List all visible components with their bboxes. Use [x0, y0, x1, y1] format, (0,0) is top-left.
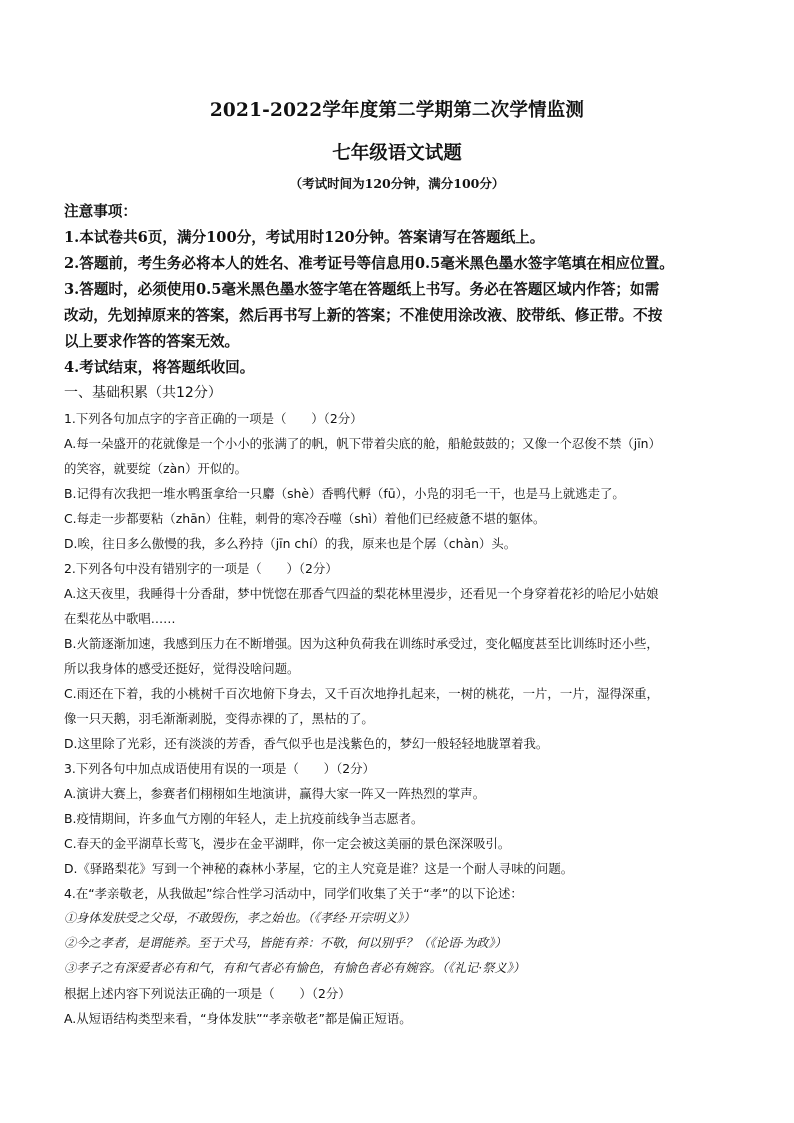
- question-4-sub-stem: 根据上述内容下列说法正确的一项是（ ）（2分）: [64, 986, 351, 1001]
- question-2-option: 在梨花丛中歌唱……: [64, 611, 176, 626]
- question-2-option: C.雨还在下着，我的小桃树千百次地俯下身去，又千百次地挣扎起来，一树的桃花，一片，一片，湿得深重，: [64, 686, 659, 701]
- question-4-option: A.从短语结构类型来看，“身体发肤”“孝亲敬老”都是偏正短语。: [64, 1011, 412, 1026]
- exam-time-info: （考试时间为120分钟，满分100分）: [289, 176, 505, 191]
- notes-line: 3.答题时，必须使用0.5毫米黑色墨水签字笔在答题纸上书写。务必在答题区域内作答；如需: [64, 281, 660, 298]
- notes-line: 2.答题前，考生务必将本人的姓名、准考证号等信息用0.5毫米黑色墨水签字笔填在相应位置。: [64, 255, 674, 272]
- notes-line: 以上要求作答的答案无效。: [64, 333, 240, 350]
- question-1-option: D.唉，往日多么傲慢的我，多么矜持（jīn chí）的我，原来也是个孱（chàn）头。: [64, 536, 517, 551]
- question-2-option: D.这里除了光彩，还有淡淡的芳香，香气似乎也是浅紫色的，梦幻一般轻轻地胧罩着我。: [64, 736, 549, 751]
- question-2-option: 像一只天鹅，羽毛渐渐剥脱，变得赤裸的了，黑枯的了。: [64, 711, 374, 726]
- notes-line: 改动，先划掉原来的答案，然后再书写上新的答案；不准使用涂改液、胶带纸、修正带。不按: [64, 307, 663, 324]
- question-2-option: B.火箭逐渐加速，我感到压力在不断增强。因为这种负荷我在训练时承受过，变化幅度甚至比训练时还小些，: [64, 636, 659, 651]
- question-4-quote: ②今之孝者，是谓能养。至于犬马，皆能有养：不敬，何以别乎？（《论语·为政》）: [64, 936, 507, 950]
- notes-heading: 注意事项：: [64, 203, 137, 220]
- question-3-stem: 3.下列各句中加点成语使用有误的一项是（ ）（2分）: [64, 761, 375, 776]
- question-4-quote: ①身体发肤受之父母，不敢毁伤，孝之始也。（《孝经·开宗明义》）: [64, 911, 416, 925]
- question-1-option: B.记得有次我把一堆水鸭蛋拿给一只麝（shè）香鸭代孵（fū），小凫的羽毛一干，也是马上就逃走了。: [64, 486, 625, 501]
- question-2-option: A.这天夜里，我睡得十分香甜，梦中恍惚在那香气四益的梨花林里漫步，还看见一个身穿着花衫的哈尼小姑娘: [64, 586, 659, 601]
- notes-line: 1.本试卷共6页，满分100分，考试用时120分钟。答案请写在答题纸上。: [64, 229, 545, 246]
- exam-title: 2021-2022学年度第二学期第二次学情监测: [209, 100, 585, 121]
- question-3-option: C.春天的金平湖草长莺飞，漫步在金平湖畔，你一定会被这美丽的景色深深吸引。: [64, 836, 511, 851]
- question-4-quote: ③孝子之有深爱者必有和气，有和气者必有愉色，有愉色者必有婉容。（《礼记·祭义》）: [64, 961, 525, 975]
- question-1-option: C.每走一步都要粘（zhān）住鞋，刺骨的寒冷吞噬（shì）着他们已经疲惫不堪的躯体。: [64, 511, 546, 526]
- question-3-option: B.疫情期间，许多血气方刚的年轻人，走上抗疫前线争当志愿者。: [64, 811, 424, 826]
- question-2-option: 所以我身体的感受还挺好，觉得没啥问题。: [64, 661, 300, 676]
- question-1-option: 的笑容，就要绽（zàn）开似的。: [64, 461, 248, 476]
- question-3-option: D.《驿路梨花》写到一个神秘的森林小茅屋，它的主人究竟是谁？这是一个耐人寻味的问题。: [64, 861, 574, 876]
- notes-line: 4.考试结束，将答题纸收回。: [64, 359, 255, 376]
- question-2-stem: 2.下列各句中没有错别字的一项是（ ）（2分）: [64, 561, 338, 576]
- question-4-stem: 4.在“孝亲敬老，从我做起”综合性学习活动中，同学们收集了关于“孝”的以下论述：: [64, 886, 523, 901]
- section-heading: 一、基础积累（共12分）: [64, 385, 222, 401]
- question-1-stem: 1.下列各句加点字的字音正确的一项是（ ）（2分）: [64, 411, 363, 426]
- question-3-option: A.演讲大赛上，参赛者们栩栩如生地演讲，赢得大家一阵又一阵热烈的掌声。: [64, 786, 486, 801]
- question-1-option: A.每一朵盛开的花就像是一个小小的张满了的帆，帆下带着尖底的舱，船舱鼓鼓的；又像一个忍俊不禁（jīn）: [64, 436, 661, 451]
- exam-body: [64, 199, 736, 1031]
- exam-subject-title: 七年级语文试题: [332, 143, 462, 164]
